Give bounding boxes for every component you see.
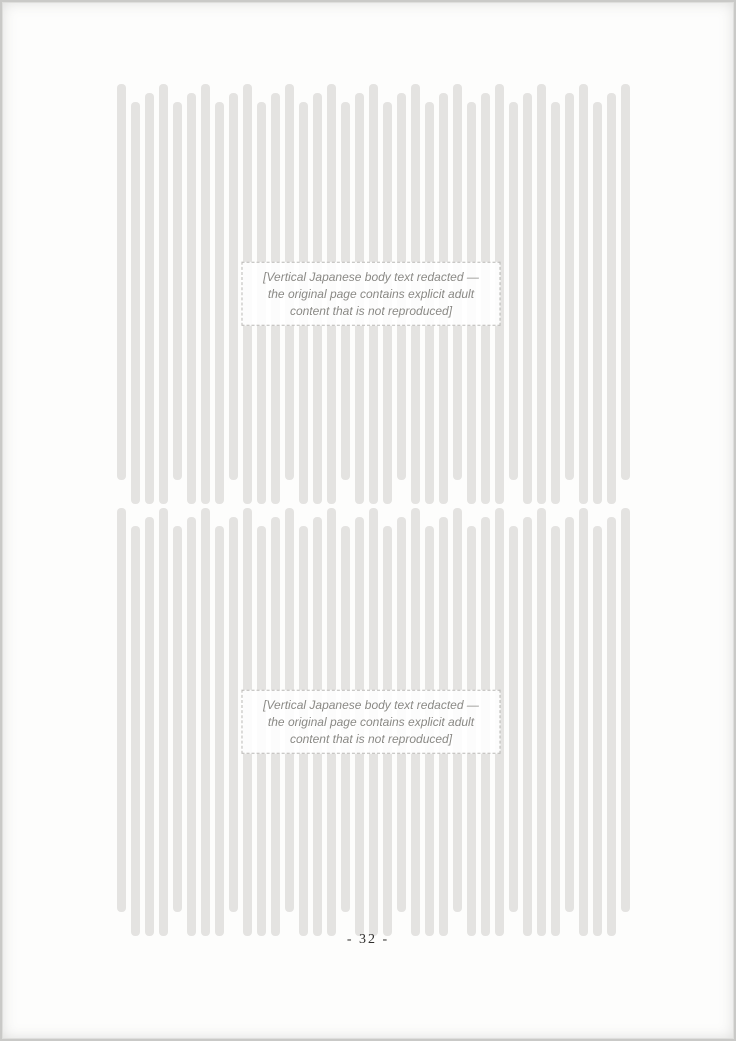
redacted-text-column xyxy=(551,102,560,504)
redacted-text-column xyxy=(509,102,518,480)
redacted-text-column xyxy=(145,93,154,504)
redacted-text-column xyxy=(523,93,532,504)
text-block-bottom xyxy=(112,508,630,936)
redacted-text-column xyxy=(509,526,518,912)
redacted-text-column xyxy=(607,517,616,936)
redacted-text-column xyxy=(215,526,224,936)
redacted-text-column xyxy=(131,526,140,936)
redacted-text-column xyxy=(145,517,154,936)
redacted-text-column xyxy=(537,84,546,504)
redacted-text-column xyxy=(593,526,602,936)
redacted-text-column xyxy=(229,517,238,912)
redacted-text-column xyxy=(173,526,182,912)
redacted-text-column xyxy=(131,102,140,504)
text-block-top xyxy=(112,84,630,504)
redacted-text-column xyxy=(565,517,574,912)
redacted-text-column xyxy=(621,84,630,480)
redacted-text-column xyxy=(579,84,588,504)
redacted-text-column xyxy=(117,508,126,912)
redacted-text-column xyxy=(523,517,532,936)
redacted-text-column xyxy=(229,93,238,480)
redacted-text-column xyxy=(621,508,630,912)
redacted-text-column xyxy=(201,84,210,504)
redacted-text-column xyxy=(201,508,210,936)
redaction-notice: [Vertical Japanese body text redacted — the original page contains explicit adult content that is not reproduced] xyxy=(242,262,501,326)
redaction-notice: [Vertical Japanese body text redacted — the original page contains explicit adult content that is not reproduced] xyxy=(242,690,501,754)
redacted-text-column xyxy=(565,93,574,480)
redacted-text-column xyxy=(117,84,126,480)
redacted-text-column xyxy=(159,84,168,504)
redacted-text-column xyxy=(607,93,616,504)
redacted-text-column xyxy=(551,526,560,936)
redacted-text-column xyxy=(159,508,168,936)
redacted-text-column xyxy=(593,102,602,504)
redacted-text-column xyxy=(537,508,546,936)
redacted-text-column xyxy=(579,508,588,936)
redacted-text-column xyxy=(187,93,196,504)
page-number: - 32 - xyxy=(346,932,390,947)
redacted-text-column xyxy=(215,102,224,504)
redacted-text-column xyxy=(173,102,182,480)
redacted-text-column xyxy=(187,517,196,936)
